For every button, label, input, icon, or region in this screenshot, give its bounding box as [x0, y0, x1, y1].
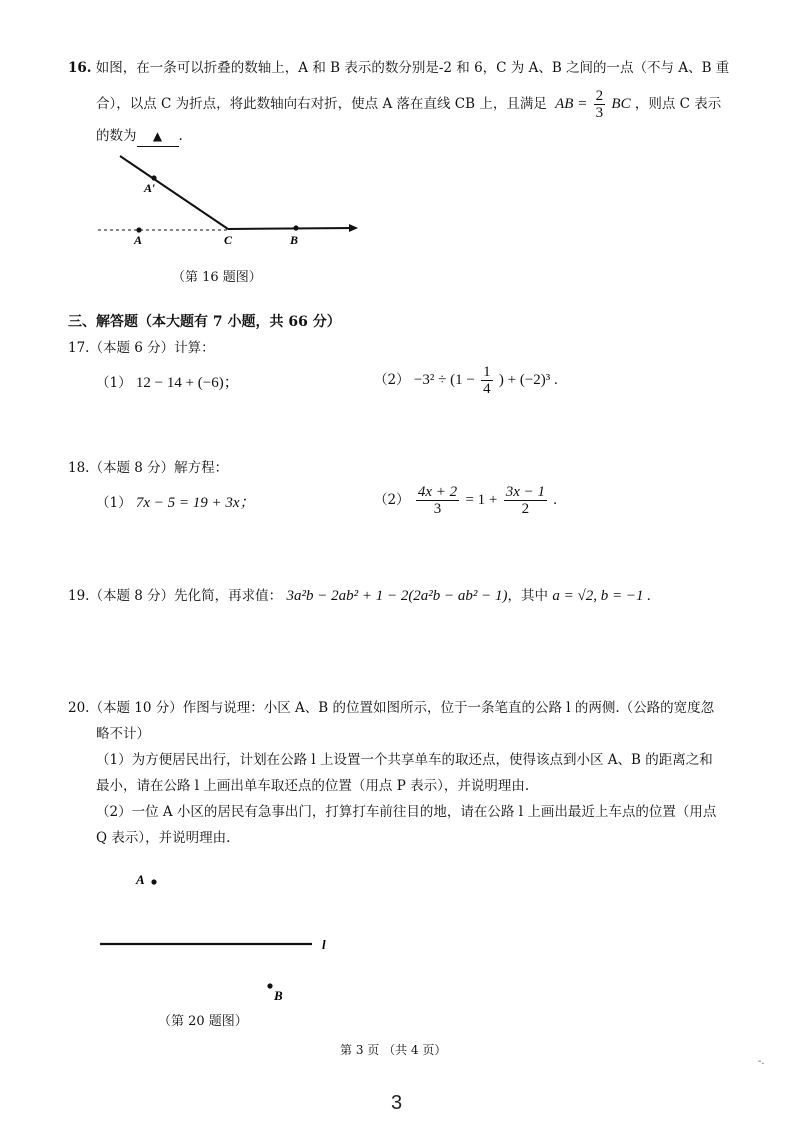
q20-label-B: B	[274, 988, 283, 1003]
q20-line6: Q 表示），并说明理由.	[96, 830, 231, 846]
q16-label-C: C	[224, 233, 233, 247]
section3-title: 三、解答题（本大题有 7 小题，共 66 分）	[68, 314, 341, 330]
q19-line	[68, 586, 651, 606]
q16-eq-rhs: BC	[611, 96, 631, 112]
q16-line3	[96, 126, 183, 147]
q18-fraction-1	[416, 484, 459, 517]
q20-caption: （第 20 题图）	[158, 1014, 248, 1029]
q17-part2	[374, 364, 558, 397]
q18-f2-num: 3x − 1	[505, 484, 545, 500]
q17-p2-pre: −3² ÷ (1 −	[413, 372, 475, 388]
q20-label-l: l	[322, 937, 326, 952]
q18-p2-label: （2）	[374, 492, 410, 508]
q20-point-B	[267, 983, 272, 988]
q20-point-A	[151, 879, 156, 884]
q18-head: 18.（本题 8 分）解方程：	[68, 460, 229, 476]
q17-p2-fraction	[481, 364, 493, 397]
q20-figure	[90, 862, 350, 1012]
q17-head: 17.（本题 6 分）计算：	[68, 340, 215, 356]
q18-f1-den: 3	[433, 501, 442, 517]
corner-mark: -.	[758, 1056, 765, 1067]
q16-text-2b: ，则点 C 表示	[634, 96, 722, 112]
page-info: 第 3 页 （共 4 页）	[340, 1043, 447, 1057]
q20-line3: （1）为方便居民出行，计划在公路 l 上设置一个共享单车的取还点，使得该点到小区 A、B 的距离之和	[96, 752, 713, 768]
q16-point-Aprime	[151, 175, 156, 180]
q16-number: 16.	[68, 60, 92, 76]
q16-point-B	[293, 225, 298, 230]
q18-p1-expr: 7x − 5 = 19 + 3x；	[135, 495, 255, 511]
q17-p2-label: （2）	[374, 372, 410, 388]
q18-part2	[374, 484, 557, 517]
q16-axis-arrow	[349, 224, 358, 232]
q17-p2-frac-num: 1	[483, 364, 491, 380]
q18-p1-label: （1）	[96, 495, 132, 511]
q17-p2-post: ) + (−2)³ .	[498, 372, 558, 388]
q19-expr: 3a²b − 2ab² + 1 − 2(2a²b − ab² − 1)	[286, 588, 508, 604]
q16-text-3-end: .	[178, 128, 183, 144]
q16-fraction	[594, 88, 606, 121]
q18-fraction-2	[504, 484, 547, 517]
q18-mid: = 1 +	[465, 492, 498, 508]
q16-text-1: 如图，在一条可以折叠的数轴上，A 和 B 表示的数分别是-2 和 6，C 为 A、B 之间的一点（不与 A、B 重	[95, 60, 730, 76]
q20-line2: 略不计）	[96, 726, 150, 742]
q16-label-A: A	[134, 233, 143, 247]
q19-cond: a = √2, b = −1 .	[552, 588, 651, 604]
q20-line5: （2）一位 A 小区的居民有急事出门，打算打车前往目的地，请在公路 l 上画出最近上车点的位置（用点	[96, 804, 717, 820]
q17-p1-label: （1）	[96, 375, 132, 391]
q16-folded-axis	[120, 156, 228, 229]
q16-frac-num: 2	[595, 88, 604, 104]
q16-label-Aprime: A′	[144, 181, 156, 195]
q16-label-B: B	[290, 233, 299, 247]
q17-p2-frac-den: 4	[483, 381, 491, 397]
q16-caption: （第 16 题图）	[172, 270, 262, 285]
q16-text-3: 的数为	[96, 128, 137, 144]
q17-p1-expr: 12 − 14 + (−6)；	[135, 375, 239, 391]
q18-f2-den: 2	[521, 501, 530, 517]
q20-line4: 最小，请在公路 l 上画出单车取还点的位置（用点 P 表示），并说明理由.	[96, 778, 530, 794]
q18-end: .	[553, 492, 558, 508]
q16-frac-den: 3	[595, 105, 604, 121]
q16-figure	[90, 148, 370, 248]
q19-head: 19.（本题 8 分）先化简，再求值：	[68, 588, 283, 604]
q16-axis-right	[228, 228, 356, 229]
q16-eq-lhs: AB =	[555, 96, 588, 112]
q16-answer-blank: ▲	[137, 126, 179, 147]
q20-line1: 20.（本题 10 分）作图与说理：小区 A、B 的位置如图所示，位于一条笔直的公路 l 的两侧.（公路的宽度忽	[68, 700, 715, 716]
q19-cond-pre: ，其中	[507, 588, 549, 604]
q18-part1	[96, 493, 255, 513]
q18-f1-num: 4x + 2	[417, 484, 458, 500]
q16-line2	[96, 88, 721, 121]
q16-text-2: 合），以点 C 为折点，将此数轴向右对折，使点 A 落在直线 CB 上，且满足	[96, 96, 547, 112]
page-number: 3	[391, 1092, 403, 1114]
q17-part1	[96, 373, 239, 393]
q16-line1	[68, 58, 729, 78]
q16-point-A	[136, 227, 141, 232]
q20-label-A: A	[136, 872, 145, 887]
